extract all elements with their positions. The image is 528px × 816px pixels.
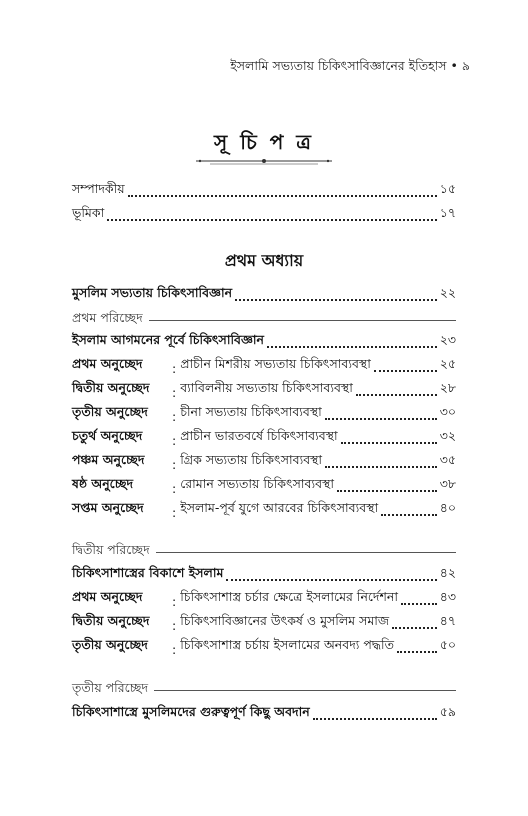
dot-leader: [374, 370, 437, 372]
dot-leader: [226, 579, 436, 581]
toc-subentry-text: ইসলাম-পূর্ব যুগে আরবের চিকিৎসাব্যবস্থা: [180, 500, 379, 515]
toc-page-number: ৩৫: [439, 452, 456, 467]
toc-page-number: ২২: [439, 285, 456, 300]
toc-entry-label: চিকিৎসাশাস্ত্রে মুসলিমদের গুরুত্বপূর্ণ কিছু অবদান: [72, 704, 310, 719]
toc-page-number: ৩২: [439, 428, 456, 443]
toc-subentry-text: প্রাচীন ভারতবর্ষে চিকিৎসাব্যবস্থা: [180, 428, 338, 443]
dot-leader: [401, 603, 437, 605]
dot-leader: [267, 346, 437, 348]
section-rule: [154, 690, 456, 691]
toc-entry-label: চিকিৎসাশাস্ত্রের বিকাশে ইসলাম: [72, 565, 224, 580]
colon: :: [172, 433, 177, 448]
toc-entry-part1-item[interactable]: [72, 452, 456, 472]
toc-subentry-text: চিকিৎসাশাস্ত্র চর্চায় ইসলামের অনবদ্য পদ্ধতি: [180, 637, 394, 652]
toc-page-number: ৫৯: [439, 704, 456, 719]
toc-entry-part1-item[interactable]: [72, 404, 456, 424]
dot-leader: [325, 418, 437, 420]
page-title: সূ চি প ত্র: [214, 130, 314, 154]
toc-page-number: ১৫: [439, 181, 456, 196]
toc-subentry-label: প্রথম অনুচ্ছেদ: [72, 589, 143, 604]
chapter-heading: প্রথম অধ্যায়: [224, 251, 304, 270]
dot-leader: [107, 219, 437, 221]
dot-leader: [235, 299, 437, 301]
toc-entry-label: মুসলিম সভ্যতায় চিকিৎসাবিজ্ঞান: [72, 285, 233, 300]
toc-subentry-label: তৃতীয় অনুচ্ছেদ: [72, 637, 148, 652]
section-heading-part3: [72, 680, 456, 700]
toc-subentry-text: গ্রিক সভ্যতায় চিকিৎসাব্যবস্থা: [180, 452, 323, 467]
toc-subentry-label: পঞ্চম অনুচ্ছেদ: [72, 452, 145, 467]
toc-page-number: ৩৮: [439, 476, 456, 491]
running-head: ইসলামি সভ্যতায় চিকিৎসাবিজ্ঞানের ইতিহাস • ৯: [230, 58, 470, 73]
toc-entry-editorial[interactable]: [72, 181, 456, 201]
dot-leader: [128, 195, 437, 197]
toc-subentry-label: দ্বিতীয় অনুচ্ছেদ: [72, 380, 150, 395]
colon: :: [172, 457, 177, 472]
toc-subentry-text: চিকিৎসাবিজ্ঞানের উৎকর্ষ ও মুসলিম সমাজ: [180, 613, 390, 628]
colon: :: [172, 642, 177, 657]
toc-page-number: ৫০: [439, 637, 456, 652]
toc-subentry-label: দ্বিতীয় অনুচ্ছেদ: [72, 613, 150, 628]
toc-entry-part2-item[interactable]: [72, 589, 456, 609]
dot-leader: [313, 718, 437, 720]
toc-entry-part2-main[interactable]: [72, 565, 456, 585]
section-heading-part2: [72, 542, 456, 562]
toc-entry-part2-item[interactable]: [72, 613, 456, 633]
dot-leader: [337, 490, 437, 492]
dot-leader: [392, 627, 437, 629]
toc-entry-part1-item[interactable]: [72, 356, 456, 376]
toc-subentry-label: চতুর্থ অনুচ্ছেদ: [72, 428, 143, 443]
toc-entry-chapter[interactable]: [72, 285, 456, 305]
section-rule: [149, 320, 456, 321]
toc-page-number: ৪৭: [439, 613, 456, 628]
toc-subentry-text: প্রাচীন মিশরীয় সভ্যতায় চিকিৎসাব্যবস্থা: [180, 356, 371, 371]
section-heading-part1: [72, 310, 456, 330]
toc-page-number: ২৫: [439, 356, 456, 371]
toc-subentry-text: চীনা সভ্যতায় চিকিৎসাব্যবস্থা: [180, 404, 322, 419]
toc-page-number: ২৩: [439, 332, 456, 347]
toc-subentry-text: চিকিৎসাশাস্ত্র চর্চার ক্ষেত্রে ইসলামের নির্দেশনা: [180, 589, 398, 604]
toc-entry-part3-main[interactable]: [72, 704, 456, 724]
toc-entry-part1-item[interactable]: [72, 500, 456, 520]
toc-page-number: ৪০: [439, 500, 456, 515]
toc-entry-part2-item[interactable]: [72, 637, 456, 657]
toc-page-number: ৩০: [439, 404, 456, 419]
toc-subentry-text: রোমান সভ্যতায় চিকিৎসাব্যবস্থা: [180, 476, 334, 491]
dot-leader: [325, 466, 437, 468]
colon: :: [172, 505, 177, 520]
section-title: প্রথম পরিচ্ছেদ: [72, 310, 143, 325]
section-title: তৃতীয় পরিচ্ছেদ: [72, 680, 149, 695]
toc-subentry-label: তৃতীয় অনুচ্ছেদ: [72, 404, 148, 419]
section-rule: [156, 552, 456, 553]
colon: :: [172, 361, 177, 376]
colon: :: [172, 409, 177, 424]
toc-entry-introduction[interactable]: [72, 205, 456, 225]
dot-leader: [341, 442, 437, 444]
toc-page-number: ২৮: [439, 380, 456, 395]
dot-leader: [397, 651, 437, 653]
toc-page-number: ৪৩: [439, 589, 456, 604]
toc-subentry-label: প্রথম অনুচ্ছেদ: [72, 356, 143, 371]
colon: :: [172, 385, 177, 400]
toc-entry-part1-item[interactable]: [72, 476, 456, 496]
toc-entry-part1-item[interactable]: [72, 428, 456, 448]
dot-leader: [356, 394, 437, 396]
toc-entry-part1-main[interactable]: [72, 332, 456, 352]
toc-entry-label: সম্পাদকীয়: [72, 181, 125, 196]
toc-subentry-label: ষষ্ঠ অনুচ্ছেদ: [72, 476, 134, 491]
toc-entry-part1-item[interactable]: [72, 380, 456, 400]
toc-page-number: ৪২: [439, 565, 456, 580]
toc-entry-label: ভূমিকা: [72, 205, 105, 220]
colon: :: [172, 618, 177, 633]
toc-page-number: ১৭: [439, 205, 456, 220]
section-title: দ্বিতীয় পরিচ্ছেদ: [72, 542, 150, 557]
toc-subentry-label: সপ্তম অনুচ্ছেদ: [72, 500, 144, 515]
title-ornament: [196, 157, 332, 167]
dot-leader: [381, 514, 437, 516]
toc-subentry-text: ব্যাবিলনীয় সভ্যতায় চিকিৎসাব্যবস্থা: [180, 380, 353, 395]
colon: :: [172, 594, 177, 609]
colon: :: [172, 481, 177, 496]
toc-entry-label: ইসলাম আগমনের পূর্বে চিকিৎসাবিজ্ঞান: [72, 332, 265, 347]
